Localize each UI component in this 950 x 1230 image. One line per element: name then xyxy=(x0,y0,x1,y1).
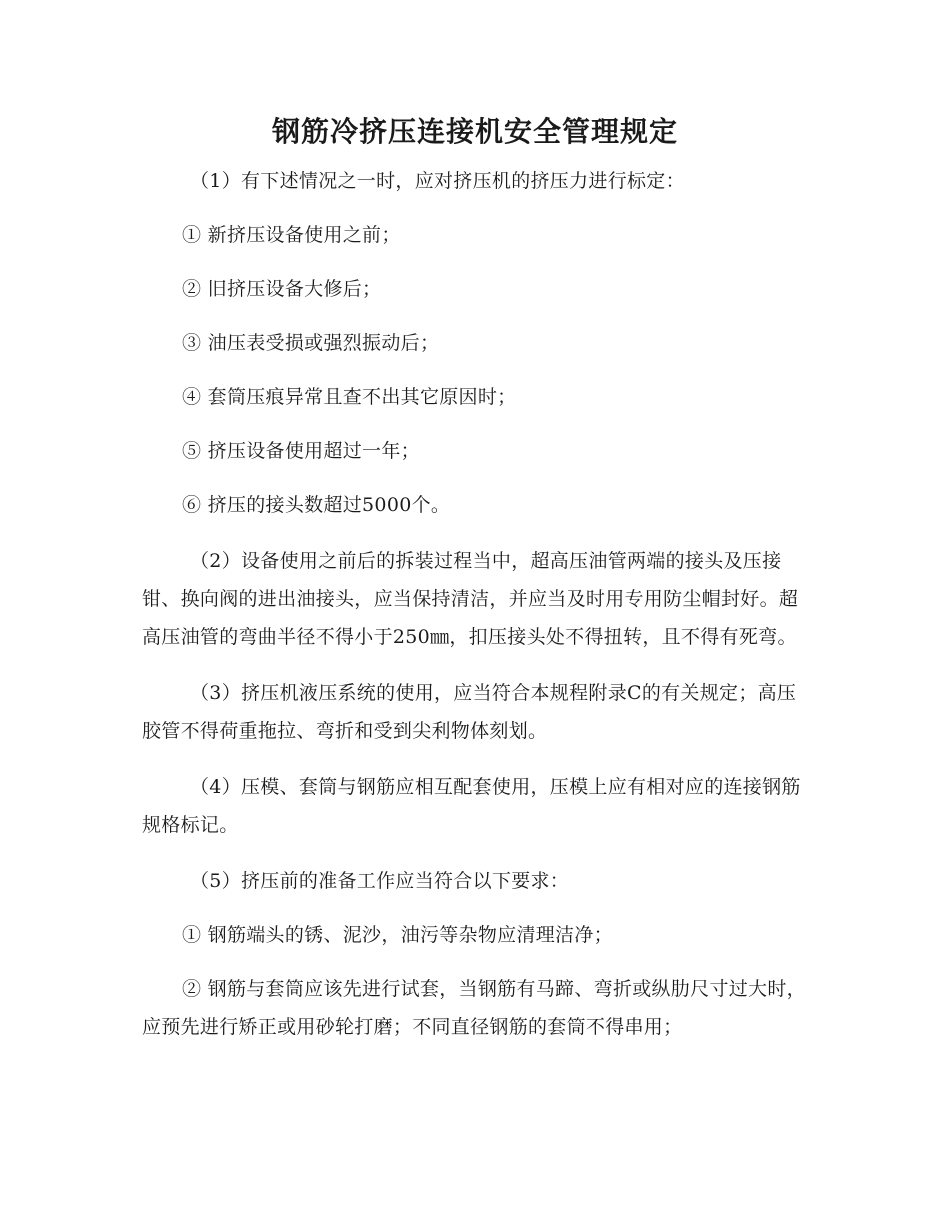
list-item-5-2: ② 钢筋与套筒应该先进行试套，当钢筋有马蹄、弯折或纵肋尺寸过大时，应预先进行矫正或用砂轮打磨；不同直径钢筋的套筒不得串用； xyxy=(142,978,806,1038)
paragraph-3: （3）挤压机液压系统的使用，应当符合本规程附录C的有关规定；高压胶管不得荷重拖拉、弯折和受到尖利物体刻划。 xyxy=(142,682,797,742)
list-item-1-2: ② 旧挤压设备大修后； xyxy=(182,278,382,300)
paragraph-4: （4）压模、套筒与钢筋应相互配套使用，压模上应有相对应的连接钢筋规格标记。 xyxy=(142,776,801,836)
list-item-5-1: ① 钢筋端头的锈、泥沙，油污等杂物应清理洁净； xyxy=(182,924,613,946)
list-item-1-1: ① 新挤压设备使用之前； xyxy=(182,224,401,246)
paragraph-2: （2）设备使用之前后的拆装过程当中，超高压油管两端的接头及压接钳、换向阀的进出油接头，应当保持清洁，并应当及时用专用防尘帽封好。超高压油管的弯曲半径不得小于250㎜，扣压接头处不得扭转，且不得有死弯。 xyxy=(142,550,799,648)
paragraph-1: （1）有下述情况之一时，应对挤压机的挤压力进行标定： xyxy=(190,170,685,192)
paragraph-5: （5）挤压前的准备工作应当符合以下要求： xyxy=(190,870,570,892)
list-item-1-5: ⑤ 挤压设备使用超过一年； xyxy=(182,440,420,462)
document-title: 钢筋冷挤压连接机安全管理规定 xyxy=(271,115,678,148)
document-body xyxy=(142,162,812,1046)
list-item-1-6: ⑥ 挤压的接头数超过5000个。 xyxy=(182,494,451,516)
list-item-1-3: ③ 油压表受损或强烈振动后； xyxy=(182,332,440,354)
list-item-1-4: ④ 套筒压痕异常且查不出其它原因时； xyxy=(182,386,517,408)
